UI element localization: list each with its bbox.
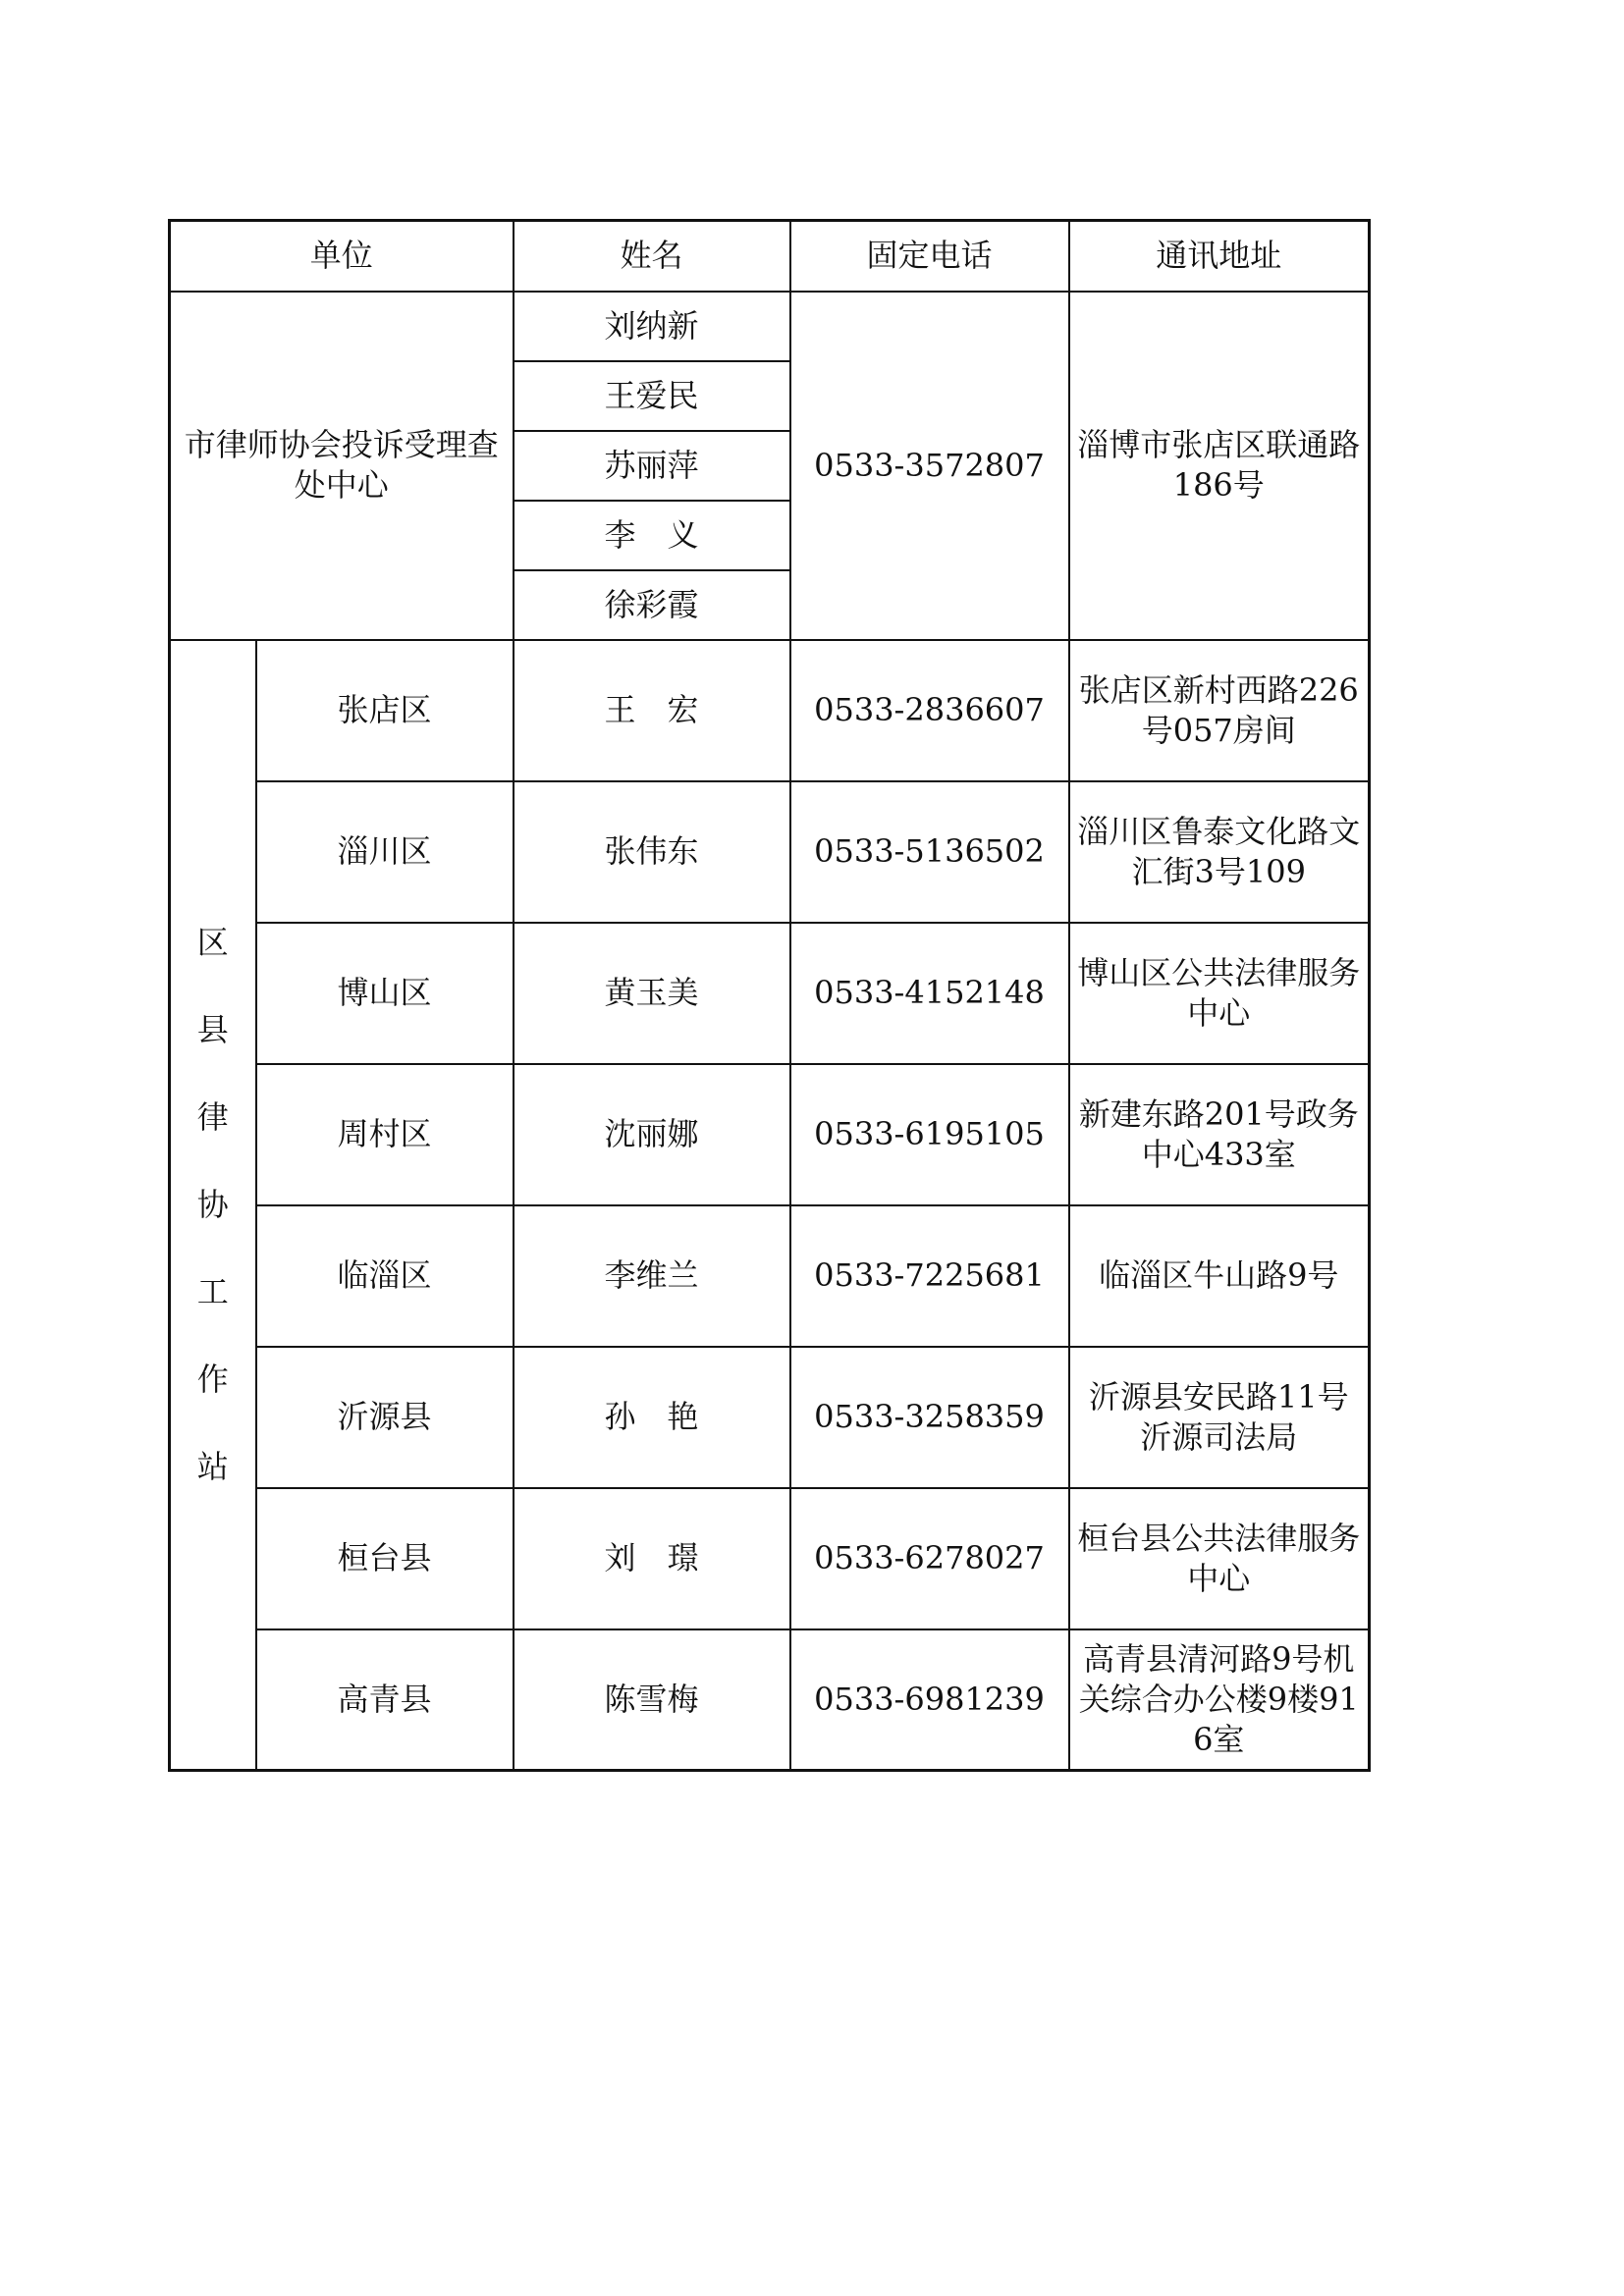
city-center-unit: 市律师协会投诉受理查处中心 xyxy=(170,292,514,640)
district-cell: 周村区 xyxy=(256,1064,514,1205)
district-cell: 高青县 xyxy=(256,1629,514,1771)
table-row xyxy=(170,1629,1370,1771)
city-center-name: 徐彩霞 xyxy=(514,570,790,640)
address-cell: 桓台县公共法律服务中心 xyxy=(1069,1488,1370,1629)
header-row xyxy=(170,221,1370,292)
table-row xyxy=(170,640,1370,781)
phone-cell: 0533-4152148 xyxy=(790,923,1069,1064)
address-cell: 高青县清河路9号机关综合办公楼9楼916室 xyxy=(1069,1629,1370,1771)
phone-cell: 0533-2836607 xyxy=(790,640,1069,781)
contact-table xyxy=(168,219,1371,1772)
city-center-name: 刘纳新 xyxy=(514,292,790,361)
district-cell: 淄川区 xyxy=(256,781,514,923)
name-cell: 王 宏 xyxy=(514,640,790,781)
name-cell: 孙 艳 xyxy=(514,1347,790,1488)
name-cell: 张伟东 xyxy=(514,781,790,923)
table-row xyxy=(170,1064,1370,1205)
address-cell: 淄川区鲁泰文化路文汇街3号109 xyxy=(1069,781,1370,923)
district-group-label-char: 作 xyxy=(196,1360,229,1398)
address-cell: 沂源县安民路11号沂源司法局 xyxy=(1069,1347,1370,1488)
header-phone: 固定电话 xyxy=(790,221,1069,292)
district-group-label-char: 工 xyxy=(196,1272,229,1310)
city-center-name: 苏丽萍 xyxy=(514,431,790,501)
district-cell: 桓台县 xyxy=(256,1488,514,1629)
district-cell: 临淄区 xyxy=(256,1205,514,1347)
table-row xyxy=(170,1347,1370,1488)
city-center-name: 李 义 xyxy=(514,501,790,570)
district-group-label-char: 县 xyxy=(196,1010,229,1048)
address-cell: 张店区新村西路226号057房间 xyxy=(1069,640,1370,781)
district-cell: 沂源县 xyxy=(256,1347,514,1488)
table-row xyxy=(170,1488,1370,1629)
city-center-name: 王爱民 xyxy=(514,361,790,431)
address-cell: 新建东路201号政务中心433室 xyxy=(1069,1064,1370,1205)
name-cell: 陈雪梅 xyxy=(514,1629,790,1771)
address-cell: 临淄区牛山路9号 xyxy=(1069,1205,1370,1347)
district-group-label-char: 协 xyxy=(196,1185,229,1223)
header-address: 通讯地址 xyxy=(1069,221,1370,292)
address-cell: 博山区公共法律服务中心 xyxy=(1069,923,1370,1064)
table-row xyxy=(170,1205,1370,1347)
phone-cell: 0533-5136502 xyxy=(790,781,1069,923)
district-cell: 博山区 xyxy=(256,923,514,1064)
name-cell: 沈丽娜 xyxy=(514,1064,790,1205)
table-row xyxy=(170,923,1370,1064)
name-cell: 黄玉美 xyxy=(514,923,790,1064)
city-center-phone: 0533-3572807 xyxy=(790,292,1069,640)
header-unit: 单位 xyxy=(170,221,514,292)
table-row xyxy=(170,781,1370,923)
name-cell: 刘 璟 xyxy=(514,1488,790,1629)
phone-cell: 0533-6195105 xyxy=(790,1064,1069,1205)
phone-cell: 0533-7225681 xyxy=(790,1205,1069,1347)
table-row xyxy=(170,292,1370,361)
district-cell: 张店区 xyxy=(256,640,514,781)
header-name: 姓名 xyxy=(514,221,790,292)
name-cell: 李维兰 xyxy=(514,1205,790,1347)
district-group-label-char: 站 xyxy=(196,1447,229,1485)
district-group-label-char: 律 xyxy=(196,1097,229,1136)
city-center-address: 淄博市张店区联通路186号 xyxy=(1069,292,1370,640)
district-group-label-char: 区 xyxy=(196,923,229,961)
district-group-label xyxy=(170,640,256,1771)
phone-cell: 0533-3258359 xyxy=(790,1347,1069,1488)
phone-cell: 0533-6278027 xyxy=(790,1488,1069,1629)
phone-cell: 0533-6981239 xyxy=(790,1629,1069,1771)
